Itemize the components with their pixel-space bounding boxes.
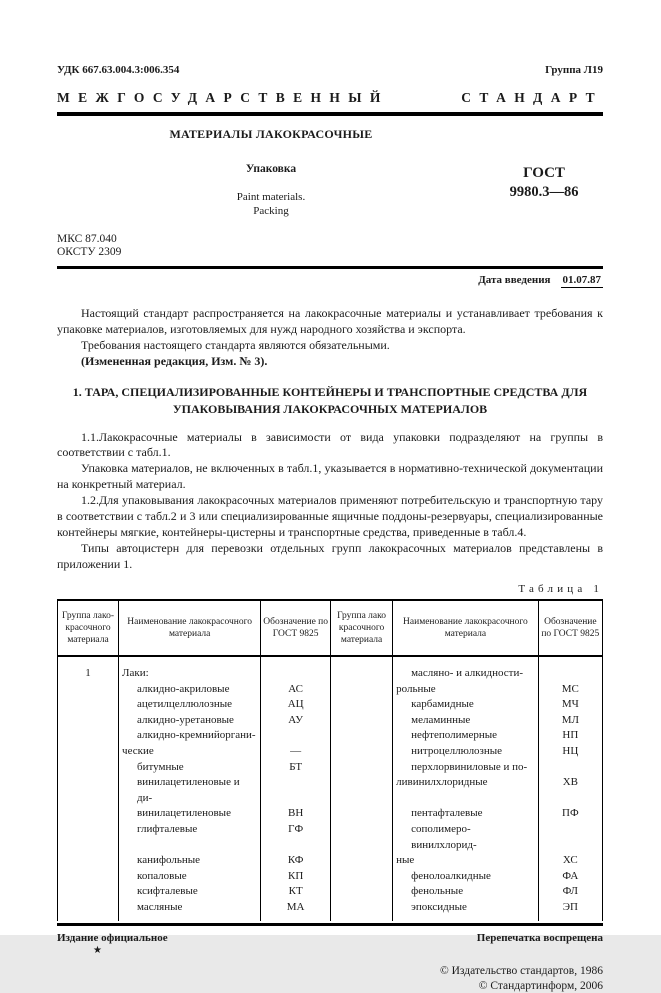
table-row xyxy=(58,713,603,729)
classification-row xyxy=(57,64,603,76)
table-row xyxy=(58,884,603,900)
material-code-cell: НП xyxy=(538,728,602,744)
footer-divider xyxy=(57,923,603,926)
material-code-cell: ВН xyxy=(261,806,331,822)
title-en-line1: Paint materials. xyxy=(236,191,306,203)
material-code-cell: ПФ xyxy=(538,806,602,822)
material-name-cell: ливинилхлоридные xyxy=(393,775,539,806)
section-1-text xyxy=(57,430,603,574)
material-name-cell: фенолоалкидные xyxy=(393,869,539,885)
material-name-cell: винилацетиленовые и ди- xyxy=(119,775,261,806)
material-name-cell: фенольные xyxy=(393,884,539,900)
material-code-cell: МС xyxy=(538,682,602,698)
material-code-cell: ФА xyxy=(538,869,602,885)
mks-code: МКС 87.040 xyxy=(57,232,117,245)
column-header-name-right: Наименование лакокрасочного материала xyxy=(393,600,539,656)
material-code-cell: НЦ xyxy=(538,744,602,760)
column-header-group-right: Группа лако красочного материала xyxy=(331,600,393,656)
material-name-cell: винилацетиленовые xyxy=(119,806,261,822)
material-name-cell: масляные xyxy=(119,900,261,921)
standard-kind-word-1: МЕЖГОСУДАРСТВЕННЫЙ xyxy=(57,90,389,105)
footnote-star: ★ xyxy=(93,944,102,956)
column-header-name-left: Наименование лакокрасочного материала xyxy=(119,600,261,656)
material-code-cell: ФЛ xyxy=(538,884,602,900)
section-1-title: 1. ТАРА, СПЕЦИАЛИЗИРОВАННЫЕ КОНТЕЙНЕРЫ И ТРАНСПОРТНЫЕ СРЕДСТВА ДЛЯ УПАКОВЫВАНИЯ ЛАКОКРАСОЧНЫХ МАТЕРИАЛОВ xyxy=(72,384,588,416)
material-code-cell: КП xyxy=(261,869,331,885)
standard-kind-title xyxy=(57,90,603,106)
gost-label: ГОСТ xyxy=(523,165,565,181)
material-name-cell: масляно- и алкидности- xyxy=(393,656,539,682)
table-row xyxy=(58,682,603,698)
material-name-cell: канифольные xyxy=(119,853,261,869)
material-code-cell xyxy=(538,760,602,776)
material-name-cell: глифталевые xyxy=(119,822,261,853)
official-edition-label: Издание официальное xyxy=(57,931,168,944)
copyright-block xyxy=(57,964,603,993)
group-number-cell-right xyxy=(331,656,393,921)
table-row xyxy=(58,760,603,776)
paragraph-1-2: 1.2.Для упаковывания лакокрасочных материалов применяют потребительскую и транспортную тару в соответствии с табл.2 и 3 или специализированные ящичные поддоны-резервуары, специализированные контейнеры мягкие, контейнеры-цистерны и транспортные средства, приведенные в табл.4. xyxy=(57,493,603,540)
table-row xyxy=(58,697,603,713)
group-number-cell: 1 xyxy=(58,656,119,921)
gost-number: 9980.3—86 xyxy=(509,184,579,200)
material-name-cell: пентафталевые xyxy=(393,806,539,822)
material-code-cell: АУ xyxy=(261,713,331,729)
material-name-cell: меламинные xyxy=(393,713,539,729)
material-code-cell: ХВ xyxy=(538,775,602,806)
date-label: Дата введения xyxy=(478,274,551,287)
intro-divider xyxy=(57,266,603,269)
material-name-cell: ксифталевые xyxy=(119,884,261,900)
table-row xyxy=(58,656,603,682)
material-code-cell xyxy=(261,775,331,806)
material-code-cell: МА xyxy=(261,900,331,921)
column-header-group-left: Группа лако-красочного материала xyxy=(58,600,119,656)
material-name-cell: нитроцеллюлозные xyxy=(393,744,539,760)
material-name-cell: ческие xyxy=(119,744,261,760)
material-name-cell: эпоксидные xyxy=(393,900,539,921)
material-code-cell: МЛ xyxy=(538,713,602,729)
document-subtitle-ru: Упаковка xyxy=(245,163,297,175)
material-code-cell xyxy=(261,728,331,744)
body-text xyxy=(57,306,603,370)
table-row xyxy=(58,869,603,885)
material-code-cell xyxy=(261,656,331,682)
footer-row xyxy=(57,932,603,944)
material-name-cell: алкидно-акриловые xyxy=(119,682,261,698)
table-row xyxy=(58,900,603,921)
table-row xyxy=(58,806,603,822)
material-name-cell: ацетилцеллюлозные xyxy=(119,697,261,713)
material-name-cell: сополимеро-винилхлорид- xyxy=(393,822,539,853)
table-1 xyxy=(57,599,603,921)
reprint-prohibited-label: Перепечатка воспрещена xyxy=(476,931,603,944)
gost-designation xyxy=(485,127,603,219)
material-code-cell: АЦ xyxy=(261,697,331,713)
material-code-cell: — xyxy=(261,744,331,760)
title-center-block xyxy=(57,127,485,219)
table-row xyxy=(58,853,603,869)
material-name-cell: копаловые xyxy=(119,869,261,885)
copyright-line-1: © Издательство стандартов, 1986 xyxy=(439,964,603,977)
material-code-cell: КТ xyxy=(261,884,331,900)
title-en-line2: Packing xyxy=(253,204,289,217)
material-name-cell: алкидно-уретановые xyxy=(119,713,261,729)
paragraph-requirements: Требования настоящего стандарта являются обязательными. xyxy=(81,338,390,352)
paragraph-1-2-note: Типы автоцистерн для перевозки отдельных групп лакокрасочных материалов представлены в приложении 1. xyxy=(57,541,603,572)
paragraph-1-1-note: Упаковка материалов, не включенных в табл.1, указывается в нормативно-технической документации на конкретный материал. xyxy=(57,461,603,492)
material-code-cell: ЭП xyxy=(538,900,602,921)
material-code-cell xyxy=(538,822,602,853)
paragraph-scope: Настоящий стандарт распространяется на лакокрасочные материалы и устанавливает требования к упаковке материалов, изготовляемых для нужд народного хозяйства и экспорта. xyxy=(57,306,603,337)
material-code-cell: МЧ xyxy=(538,697,602,713)
table-1-label: Таблица 1 xyxy=(518,583,603,596)
paragraph-1-1: 1.1.Лакокрасочные материалы в зависимости от вида упаковки подразделяют на группы в соответствии с табл.1. xyxy=(57,429,603,460)
material-code-cell: КФ xyxy=(261,853,331,869)
codes-block xyxy=(57,233,603,261)
material-name-cell: нефтеполимерные xyxy=(393,728,539,744)
material-code-cell: ХС xyxy=(538,853,602,869)
material-name-cell: карбамидные xyxy=(393,697,539,713)
material-code-cell: АС xyxy=(261,682,331,698)
material-code-cell: БТ xyxy=(261,760,331,776)
table-row xyxy=(58,728,603,744)
group-code: Группа Л19 xyxy=(545,64,603,76)
document-title-ru: МАТЕРИАЛЫ ЛАКОКРАСОЧНЫЕ xyxy=(169,127,373,141)
udk-code: УДК 667.63.004.3:006.354 xyxy=(57,64,180,76)
material-name-cell: рольные xyxy=(393,682,539,698)
okstu-code: ОКСТУ 2309 xyxy=(57,246,122,259)
table-1-body xyxy=(58,656,603,921)
material-name-cell: перхлорвиниловые и по- xyxy=(393,760,539,776)
material-name-cell: Лаки: xyxy=(119,656,261,682)
introduction-date-row xyxy=(57,274,603,288)
document-title-en xyxy=(57,191,485,219)
column-header-code-right: Обозначение по ГОСТ 9825 xyxy=(538,600,602,656)
paragraph-amendment: (Измененная редакция, Изм. № 3). xyxy=(81,353,268,368)
material-code-cell: ГФ xyxy=(261,822,331,853)
material-name-cell: алкидно-кремнийоргани- xyxy=(119,728,261,744)
copyright-line-2: © Стандартинформ, 2006 xyxy=(478,979,603,992)
table-row xyxy=(58,822,603,853)
material-name-cell: битумные xyxy=(119,760,261,776)
material-code-cell xyxy=(538,656,602,682)
standard-kind-word-2: СТАНДАРТ xyxy=(461,90,603,105)
table-row xyxy=(58,775,603,806)
material-name-cell: ные xyxy=(393,853,539,869)
title-zone xyxy=(57,127,603,219)
table-row xyxy=(58,744,603,760)
column-header-code-left: Обозначение по ГОСТ 9825 xyxy=(261,600,331,656)
date-value: 01.07.87 xyxy=(562,274,601,287)
header-divider xyxy=(57,112,603,116)
table-1-header xyxy=(58,600,603,656)
